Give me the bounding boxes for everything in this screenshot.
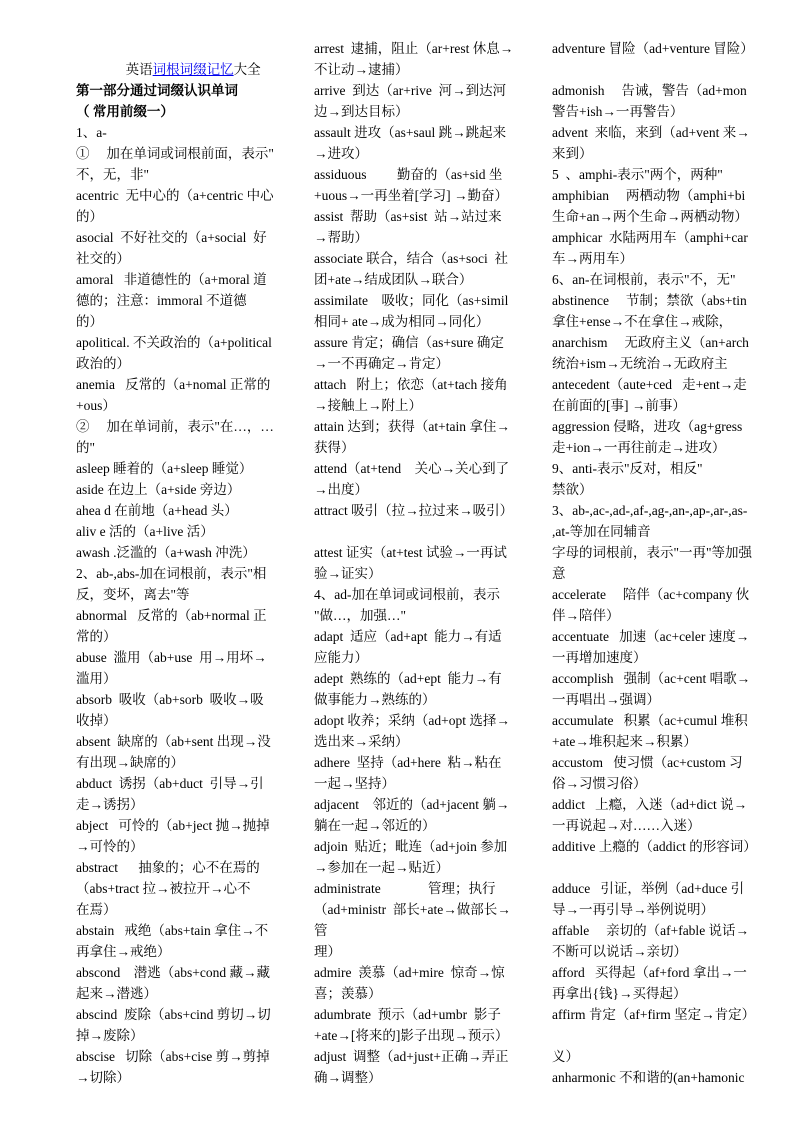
text-line: 一起→坚持） xyxy=(314,776,395,791)
text-line: accentuate 加速（ac+celer 速度→ xyxy=(552,629,750,644)
text-line: adjacent 邻近的（ad+jacent 躺→ xyxy=(314,797,510,812)
text-line: abscond 潜逃（abs+cond 藏→藏 xyxy=(76,965,270,980)
text-line: ahea d 在前地（a+head 头） xyxy=(76,503,238,518)
text-line: +ate→[将来的]影子出现→预示） xyxy=(314,1028,509,1043)
column-3 xyxy=(552,38,766,1088)
text-line: 禁欲） xyxy=(552,482,593,497)
text-line: assault 进攻（as+saul 跳→跳起来 xyxy=(314,125,507,140)
text-line: abstinence 节制；禁欲（abs+tin xyxy=(552,293,747,308)
text-line: →帮助） xyxy=(314,230,368,245)
text-line: advent 来临，来到（ad+vent 来→ xyxy=(552,125,750,140)
text-line: 导→一再引导→举例说明） xyxy=(552,902,714,917)
text-line: adduce 引证，举例（ad+duce 引 xyxy=(552,881,745,896)
text-line: 9、anti-表示"反对，相反" xyxy=(552,461,703,476)
text-line: affable 亲切的（af+fable 说话→ xyxy=(552,923,750,938)
text-line: adventure 冒险（ad+venture 冒险） xyxy=(552,41,754,56)
text-line: additive 上瘾的（addict 的形容词） xyxy=(552,839,757,854)
text-line: abduct 诱拐（ab+duct 引导→引 xyxy=(76,776,264,791)
document-title xyxy=(76,38,290,77)
text-line: afford 买得起（af+ford 拿出→一 xyxy=(552,965,747,980)
text-line: 意 xyxy=(552,566,566,581)
text-line: 起来→潜逃） xyxy=(76,986,157,1001)
text-line: +ate→堆积起来→积累） xyxy=(552,734,697,749)
text-line: 选出来→采纳） xyxy=(314,734,409,749)
text-line: admonish 告诫，警告（ad+mon xyxy=(552,83,747,98)
text-line: 2、ab-,abs-加在词根前，表示"相 xyxy=(76,566,267,581)
text-line: accustom 使习惯（ac+custom 习 xyxy=(552,755,743,770)
text-line: 拿住+ense→不在拿住→戒除， xyxy=(552,314,733,329)
text-line: （abs+tract 拉→被拉开→心不 xyxy=(76,881,251,896)
text-line: adopt 收养；采纳（ad+opt 选择→ xyxy=(314,713,510,728)
blank-line xyxy=(552,1025,766,1046)
text-line: 常的） xyxy=(76,629,117,644)
text-line: 车→两用车） xyxy=(552,251,633,266)
text-line: amoral 非道德性的（a+moral 道 xyxy=(76,272,267,287)
text-line: 义） xyxy=(552,1049,579,1064)
text-line: 再拿住→戒绝） xyxy=(76,944,171,959)
text-line: →切除） xyxy=(76,1070,130,1085)
blank-line xyxy=(552,59,766,80)
text-line: 6、an-在词根前，表示"不，无" xyxy=(552,272,736,287)
text-line: +uous→一再坐着[学习] →勤奋） xyxy=(314,188,508,203)
text-line: 滥用） xyxy=(76,671,117,686)
column-2-entries xyxy=(314,38,526,1088)
text-line: amphicar 水陆两用车（amphi+car xyxy=(552,230,748,245)
title-suffix: 大全 xyxy=(233,62,261,77)
title-link[interactable]: 词根词缀记忆 xyxy=(152,62,234,77)
text-line: asocial 不好社交的（a+social 好 xyxy=(76,230,267,245)
section-heading: 第一部分通过词缀认识单词 xyxy=(76,83,238,98)
text-line: 验→证实） xyxy=(314,566,382,581)
text-line: 应能力） xyxy=(314,650,368,665)
column-1-entries xyxy=(76,122,290,1088)
text-line: adjoin 贴近；毗连（ad+join 参加 xyxy=(314,839,508,854)
text-line: accomplish 强制（ac+cent 唱歌→ xyxy=(552,671,751,686)
text-line: adapt 适应（ad+apt 能力→有适 xyxy=(314,629,502,644)
text-line: 理） xyxy=(314,944,341,959)
text-line: ① 加在单词或词根前面，表示" xyxy=(76,146,274,161)
text-line: 生命+an→两个生命→两栖动物） xyxy=(552,209,748,224)
text-line: abstract 抽象的；心不在焉的 xyxy=(76,860,260,875)
text-line: 社交的） xyxy=(76,251,130,266)
text-line: 收掉） xyxy=(76,713,117,728)
text-line: aliv e 活的（a+live 活） xyxy=(76,524,214,539)
text-line: assimilate 吸收；同化（as+simil xyxy=(314,293,509,308)
text-line: "做…，加强…" xyxy=(314,608,407,623)
text-line: 1、a- xyxy=(76,125,107,140)
text-line: aggression 侵略，进攻（ag+gress xyxy=(552,419,743,434)
text-line: administrate 管理；执行 xyxy=(314,881,496,896)
text-line: adhere 坚持（ad+here 粘→粘在 xyxy=(314,755,502,770)
text-line: adumbrate 预示（ad+umbr 影子 xyxy=(314,1007,501,1022)
text-line: addict 上瘾，入迷（ad+dict 说→ xyxy=(552,797,748,812)
text-line: asleep 睡着的（a+sleep 睡觉） xyxy=(76,461,253,476)
title-prefix: 英语 xyxy=(125,62,153,77)
text-line: +ous） xyxy=(76,398,116,413)
blank-line xyxy=(552,857,766,878)
text-line: 在焉） xyxy=(76,902,117,917)
text-line: 边→到达目标） xyxy=(314,104,409,119)
text-line: 在前面的[事] →前事） xyxy=(552,398,686,413)
text-line: accelerate 陪伴（ac+company 伙 xyxy=(552,587,750,602)
text-line: →参加在一起→贴近） xyxy=(314,860,449,875)
text-line: 来到） xyxy=(552,146,593,161)
text-line: 一再增加速度） xyxy=(552,650,647,665)
text-line: 一再唱出→强调） xyxy=(552,692,660,707)
text-line: 伴→陪伴） xyxy=(552,608,620,623)
text-line: 获得） xyxy=(314,440,355,455)
text-line: adept 熟练的（ad+ept 能力→有 xyxy=(314,671,502,686)
text-line: assure 肯定；确信（as+sure 确定 xyxy=(314,335,504,350)
text-line: abuse 滥用（ab+use 用→用坏→ xyxy=(76,650,267,665)
text-line: 的） xyxy=(76,209,103,224)
text-line: →出度） xyxy=(314,482,368,497)
text-line: 俗→习惯习俗） xyxy=(552,776,647,791)
text-line: 走+ion→一再往前走→进攻） xyxy=(552,440,726,455)
text-line: abject 可怜的（ab+ject 抛→抛掉 xyxy=(76,818,270,833)
text-line: 掉→废除） xyxy=(76,1028,144,1043)
text-line: →进攻） xyxy=(314,146,368,161)
text-line: absent 缺席的（ab+sent 出现→没 xyxy=(76,734,271,749)
text-line: 反，变坏，离去"等 xyxy=(76,587,190,602)
text-line: antecedent（aute+ced 走+ent→走 xyxy=(552,377,747,392)
text-line: anemia 反常的（a+nomal 正常的 xyxy=(76,377,271,392)
text-line: acentric 无中心的（a+centric 中心 xyxy=(76,188,274,203)
text-line: 5 、amphi-表示"两个，两种" xyxy=(552,167,723,182)
text-line: 字母的词根前，表示"一再"等加强 xyxy=(552,545,753,560)
text-line: arrest 逮捕，阻止（ar+rest 休息→ xyxy=(314,41,514,56)
text-line: 有出现→缺席的） xyxy=(76,755,184,770)
text-line: 政治的） xyxy=(76,356,130,371)
text-line: associate 联合，结合（as+soci 社 xyxy=(314,251,508,266)
text-line: 喜；羡慕） xyxy=(314,986,382,1001)
text-line: 4、ad-加在单词或词根前，表示 xyxy=(314,587,500,602)
text-line: assiduous 勤奋的（as+sid 坐 xyxy=(314,167,503,182)
text-line: admire 羡慕（ad+mire 惊奇→惊 xyxy=(314,965,505,980)
text-line: 管 xyxy=(314,923,328,938)
text-line: arrive 到达（ar+rive 河→到达河 xyxy=(314,83,507,98)
column-1 xyxy=(76,38,290,1088)
text-line: attend（at+tend 关心→关心到了 xyxy=(314,461,510,476)
text-line: abscise 切除（abs+cise 剪→剪掉 xyxy=(76,1049,270,1064)
text-line: accumulate 积累（ac+cumul 堆积 xyxy=(552,713,748,728)
text-line: anharmonic 不和谐的(an+hamonic xyxy=(552,1070,745,1085)
text-line: attract 吸引（拉→拉过来→吸引） xyxy=(314,503,514,518)
text-line: →可怜的） xyxy=(76,839,144,854)
text-line: 不，无，非" xyxy=(76,167,150,182)
text-line: 警告+ish→一再警告） xyxy=(552,104,684,119)
text-line: 的） xyxy=(76,314,103,329)
text-line: amphibian 两栖动物（amphi+bi xyxy=(552,188,746,203)
column-2 xyxy=(314,38,526,1088)
text-line: 不让动→逮捕） xyxy=(314,62,409,77)
text-line: attest 证实（at+test 试验→一再试 xyxy=(314,545,507,560)
text-line: attach 附上；依恋（at+tach 接角 xyxy=(314,377,508,392)
text-line: apolitical. 不关政治的（a+political xyxy=(76,335,272,350)
text-line: 不断可以说话→亲切） xyxy=(552,944,687,959)
text-line: （ad+ministr 部长+ate→做部长→ xyxy=(314,902,511,917)
text-line: 3、ab-,ac-,ad-,af-,ag-,an-,ap-,ar-,as- xyxy=(552,503,748,518)
text-line: awash .泛滥的（a+wash 冲洗） xyxy=(76,545,256,560)
text-line: anarchism 无政府主义（an+arch xyxy=(552,335,749,350)
text-line: →一不再确定→肯定） xyxy=(314,356,449,371)
text-line: 相同+ ate→成为相同→同化） xyxy=(314,314,490,329)
text-line: 确→调整） xyxy=(314,1070,382,1085)
text-line: 团+ate→结成团队→联合） xyxy=(314,272,473,287)
text-line: 走→诱拐） xyxy=(76,797,144,812)
text-line: ,at-等加在同辅音 xyxy=(552,524,651,539)
text-line: affirm 肯定（af+firm 坚定→肯定） xyxy=(552,1007,756,1022)
text-line: 做事能力→熟练的） xyxy=(314,692,436,707)
text-line: 再拿出{钱}→买得起） xyxy=(552,986,687,1001)
text-line: →接触上→附上） xyxy=(314,398,422,413)
text-line: absorb 吸收（ab+sorb 吸收→吸 xyxy=(76,692,264,707)
text-line: ② 加在单词前，表示"在…，… xyxy=(76,419,274,434)
text-line: 统治+ism→无统治→无政府主 xyxy=(552,356,728,371)
text-line: 的" xyxy=(76,440,96,455)
text-line: 躺在一起→邻近的） xyxy=(314,818,436,833)
text-line: abnormal 反常的（ab+normal 正 xyxy=(76,608,267,623)
text-line: abstain 戒绝（abs+tain 拿住→不 xyxy=(76,923,269,938)
text-line: 德的；注意：immoral 不道德 xyxy=(76,293,247,308)
text-line: aside 在边上（a+side 旁边） xyxy=(76,482,241,497)
text-line: 一再说起→对……入迷） xyxy=(552,818,701,833)
blank-line xyxy=(314,521,526,542)
text-line: adjust 调整（ad+just+正确→弄正 xyxy=(314,1049,509,1064)
text-line: abscind 废除（abs+cind 剪切→切 xyxy=(76,1007,271,1022)
text-line: assist 帮助（as+sist 站→站过来 xyxy=(314,209,502,224)
section-subheading: （ 常用前缀一） xyxy=(76,104,174,119)
column-3-entries xyxy=(552,38,766,1088)
text-line: attain 达到；获得（at+tain 拿住→ xyxy=(314,419,510,434)
